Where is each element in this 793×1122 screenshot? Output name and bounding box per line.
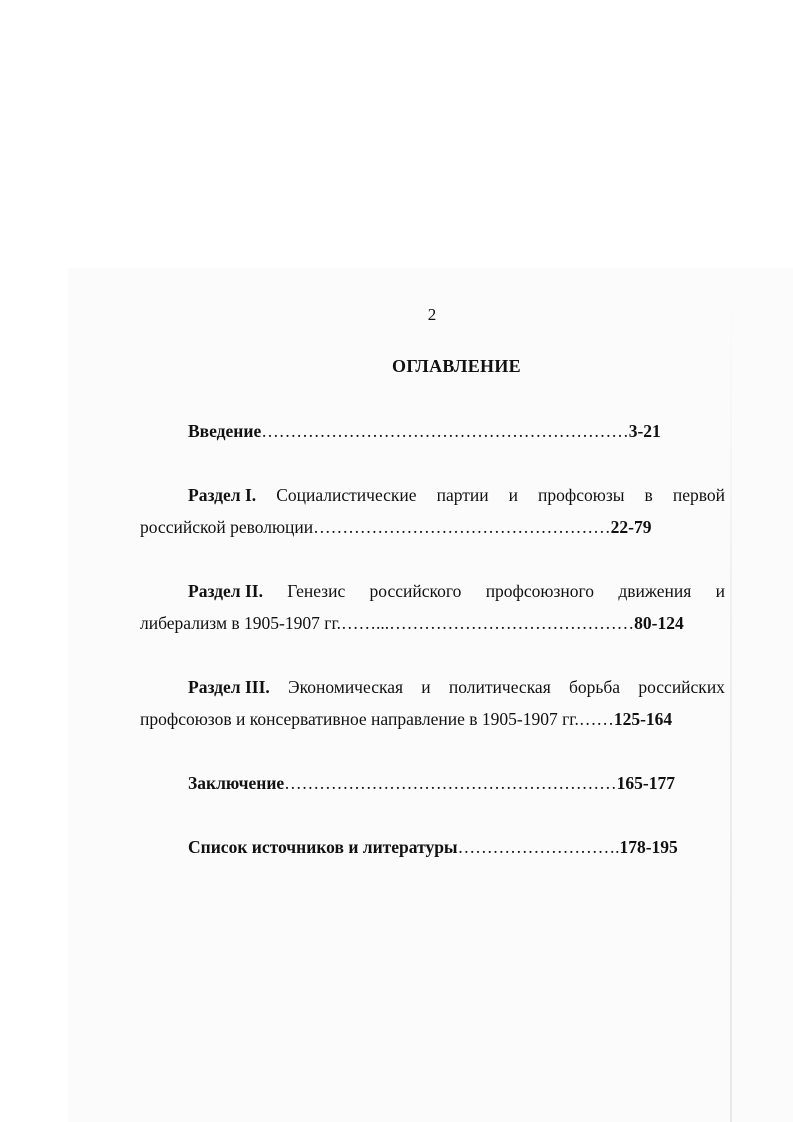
toc-entry-intro <box>188 420 661 442</box>
toc-title: ОГЛАВЛЕНИЕ <box>392 356 521 376</box>
toc-entry-section3-line1 <box>188 676 725 698</box>
toc-section-label: Раздел I. <box>188 485 257 505</box>
toc-word: и <box>715 581 725 601</box>
toc-entry-text: профсоюзов и консервативное направление в 1905-1907 гг. <box>140 709 579 729</box>
toc-page-range: 22-79 <box>610 517 652 537</box>
toc-word: Генезис <box>287 581 346 601</box>
toc-word: и <box>421 677 431 697</box>
toc-leader-dots: ………………………. <box>457 837 620 857</box>
toc-leader-dots: …………………………………………… <box>313 517 611 537</box>
toc-entry-section2-line2 <box>140 612 684 634</box>
toc-word: в <box>644 485 653 505</box>
toc-entry-section1-line1 <box>188 484 725 506</box>
toc-word: борьба <box>569 677 621 697</box>
toc-word: профсоюзы <box>538 485 625 505</box>
toc-word: и <box>508 485 519 505</box>
toc-entry-title: Заключение <box>188 773 285 793</box>
toc-entry-conclusion <box>188 772 675 794</box>
toc-entry-section3-line2 <box>140 708 672 730</box>
toc-word: движения <box>618 581 692 601</box>
toc-section-label: Раздел II. <box>188 581 263 601</box>
toc-entry-bibliography <box>188 836 678 858</box>
toc-page-range: 80-124 <box>634 613 684 633</box>
toc-entry-text: российской революции <box>140 517 314 537</box>
toc-entry-title: Список источников и литературы <box>188 837 458 857</box>
toc-leader-dots: ……………………………………………………… <box>261 421 629 441</box>
toc-word: российских <box>638 677 725 697</box>
toc-word: Социалистические <box>276 485 417 505</box>
toc-page-range: 178-195 <box>619 837 678 857</box>
toc-page-range: 165-177 <box>616 773 675 793</box>
toc-word: партии <box>436 485 489 505</box>
page-number: 2 <box>427 305 437 324</box>
toc-word: первой <box>672 485 725 505</box>
toc-page-range: 125-164 <box>613 709 673 729</box>
toc-entry-text: либерализм в 1905-1907 гг. <box>140 613 342 633</box>
toc-word: политическая <box>448 677 551 697</box>
scan-edge-shadow <box>730 300 732 1122</box>
toc-entry-section1-line2 <box>140 516 651 538</box>
toc-word: профсоюзного <box>485 581 595 601</box>
toc-leader-dots: ………………………………………………… <box>284 773 617 793</box>
toc-page-range: 3-21 <box>628 421 661 441</box>
toc-entry-section2-line1 <box>188 580 725 602</box>
toc-word: Экономическая <box>288 677 404 697</box>
toc-entry-title: Введение <box>188 421 262 441</box>
toc-word: российского <box>369 581 462 601</box>
toc-leader-dots: ……...…………………………………… <box>341 613 635 633</box>
toc-leader-dots: …… <box>578 709 614 729</box>
toc-section-label: Раздел III. <box>188 677 270 697</box>
